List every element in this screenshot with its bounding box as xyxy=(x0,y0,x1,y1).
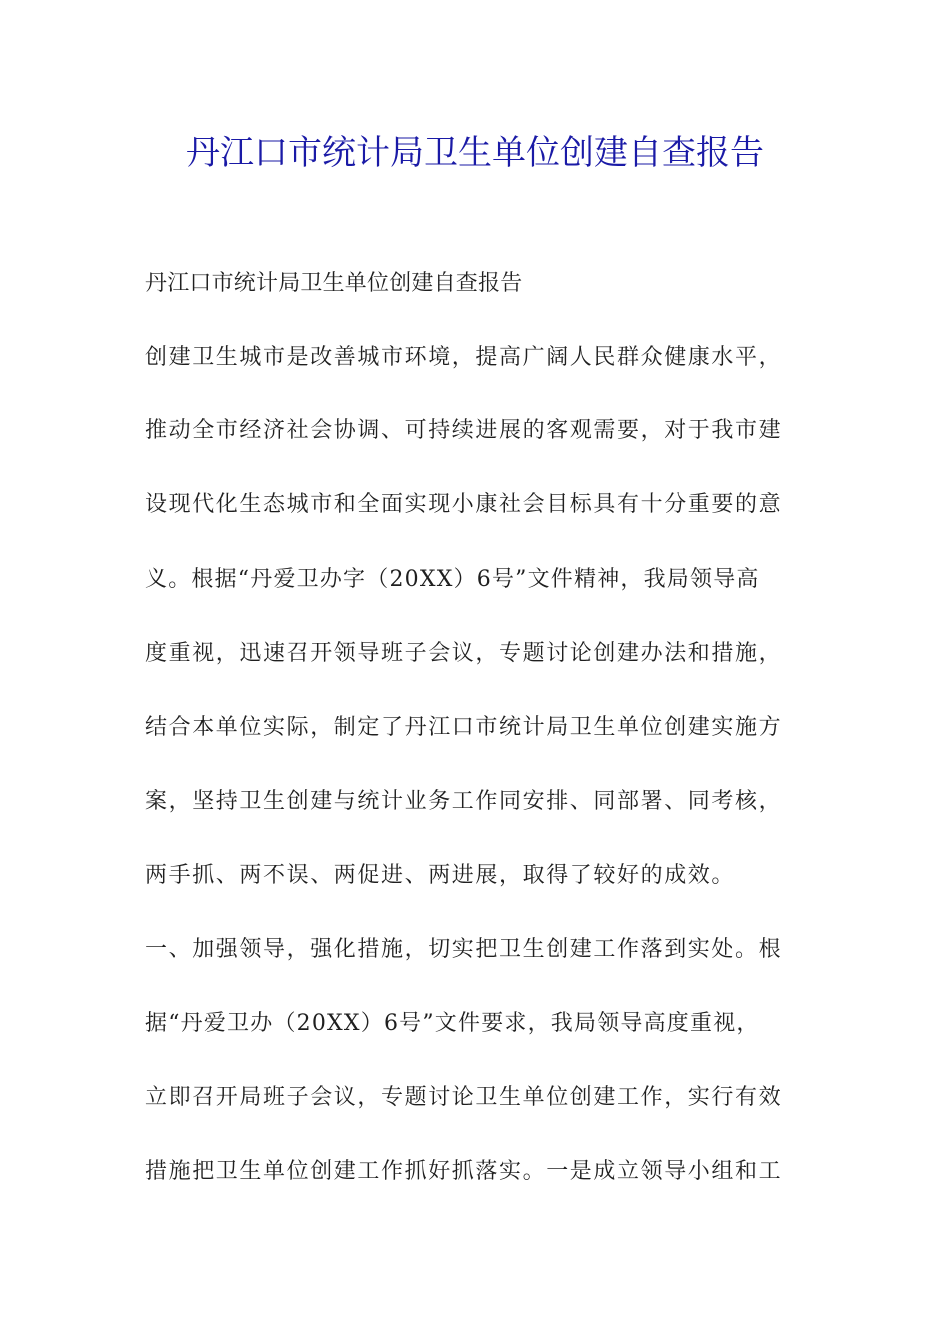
body-line: 推动全市经济社会协调、可持续进展的客观需要，对于我市建 xyxy=(145,418,783,443)
body-line: 度重视，迅速召开领导班子会议，专题讨论创建办法和措施， xyxy=(145,641,783,666)
body-line: 据“丹爱卫办（20XX）6号”文件要求，我局领导高度重视， xyxy=(145,1011,760,1036)
body-line: 一、加强领导，强化措施，切实把卫生创建工作落到实处。根 xyxy=(145,937,783,962)
body-line: 创建卫生城市是改善城市环境，提高广阔人民群众健康水平， xyxy=(145,345,783,370)
body-line: 结合本单位实际，制定了丹江口市统计局卫生单位创建实施方 xyxy=(145,715,783,740)
body-line: 措施把卫生单位创建工作抓好抓落实。一是成立领导小组和工 xyxy=(145,1159,783,1184)
body-line: 义。根据“丹爱卫办字（20XX）6号”文件精神，我局领导高 xyxy=(145,567,760,592)
body-line: 立即召开局班子会议，专题讨论卫生单位创建工作，实行有效 xyxy=(145,1085,783,1110)
body-line: 设现代化生态城市和全面实现小康社会目标具有十分重要的意 xyxy=(145,492,783,517)
body-line: 案，坚持卫生创建与统计业务工作同安排、同部署、同考核， xyxy=(145,789,783,814)
body-line: 两手抓、两不误、两促进、两进展，取得了较好的成效。 xyxy=(145,863,736,888)
document-subtitle: 丹江口市统计局卫生单位创建自查报告 xyxy=(145,271,523,296)
document-title: 丹江口市统计局卫生单位创建自查报告 xyxy=(186,133,764,173)
